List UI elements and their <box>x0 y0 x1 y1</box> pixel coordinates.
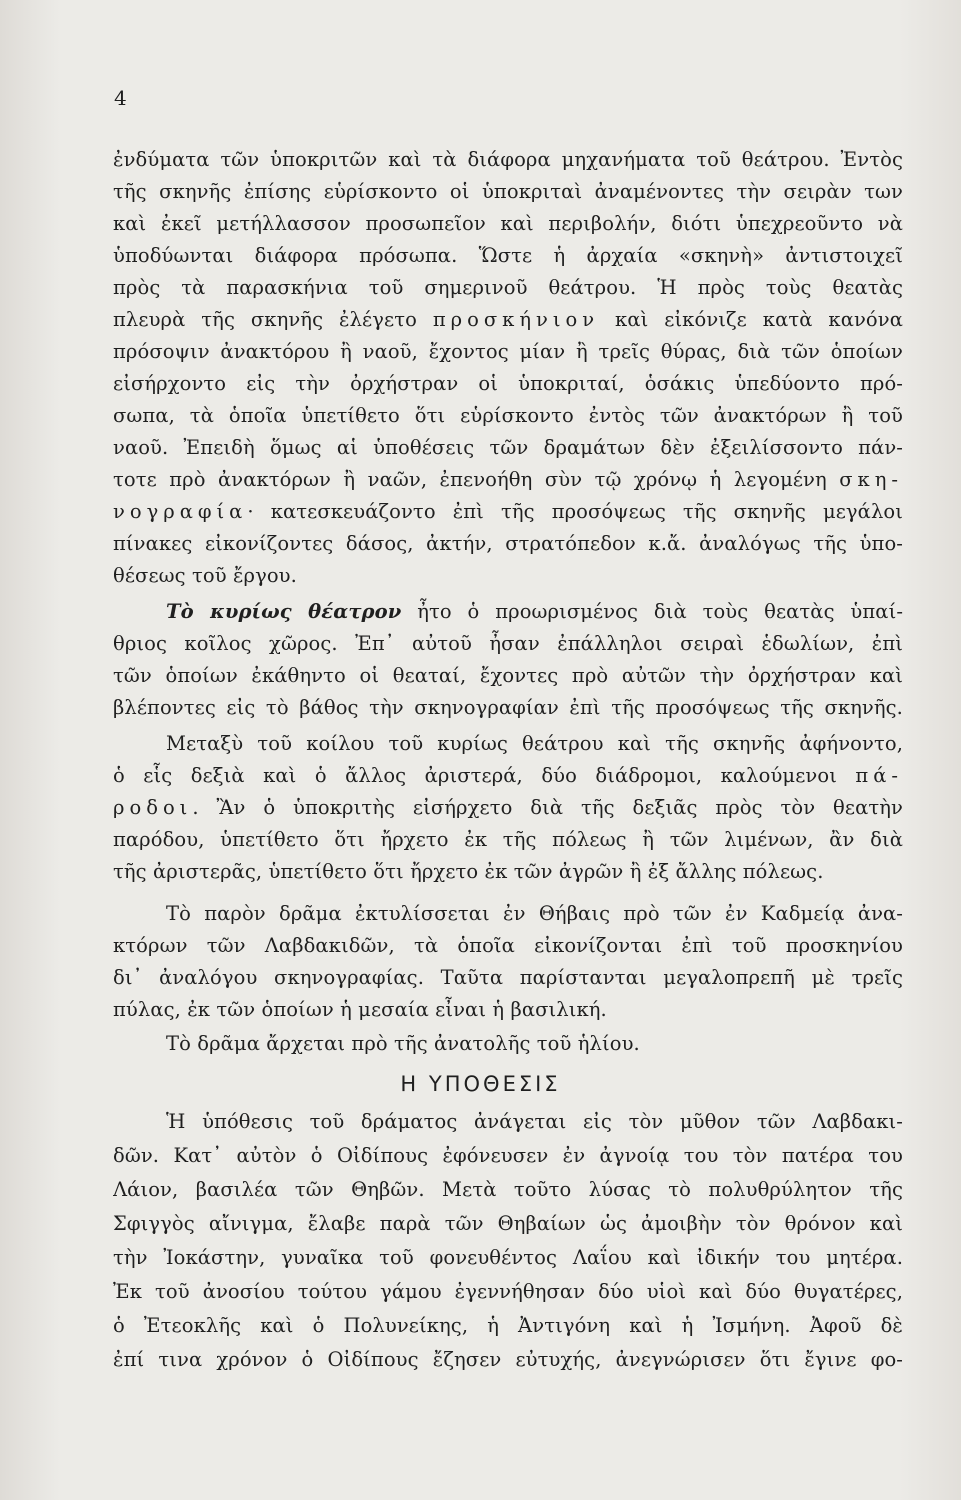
line-text: πρόσοψιν ἀνακτόρου ἢ ναοῦ, ἔχοντος μίαν ἢ τρεῖς θύρας, διὰ τῶν ὁποίων <box>113 340 903 363</box>
text-line <box>166 1106 903 1138</box>
line-text: πίνακες εἰκονίζοντες δάσος, ἀκτήν, στρατόπεδον κ.ἄ. ἀναλόγως τῆς ὑπο- <box>113 532 903 555</box>
line-text: ἐπί τινα χρόνον ὁ Οἰδίπους ἔζησεν εὐτυχής, ἀνεγνώρισεν ὅτι ἔγινε φο- <box>113 1348 903 1371</box>
spaced-term: ροδοι <box>113 796 193 819</box>
text-line <box>113 1276 903 1308</box>
line-text: δι᾽ ἀναλόγου σκηνογραφίας. Ταῦτα παρίστανται μεγαλοπρεπῆ μὲ τρεῖς <box>113 966 903 989</box>
text-line <box>113 528 903 560</box>
text-line <box>113 660 903 692</box>
text-line <box>113 464 903 496</box>
text-line <box>113 1208 903 1240</box>
line-text: εἰσήρχοντο εἰς τὴν ὀρχήστραν οἱ ὑποκριταί, ὁσάκις ὑπεδύοντο πρό- <box>113 372 903 395</box>
page-number: 4 <box>114 86 127 110</box>
line-text: . Ἂν ὁ ὑποκριτὴς εἰσήρχετο διὰ τῆς δεξιᾶς πρὸς τὸν θεατὴν <box>192 796 903 819</box>
line-text: Μεταξὺ τοῦ κοίλου τοῦ κυρίως θεάτρου καὶ τῆς σκηνῆς ἀφήνοντο, <box>166 732 903 755</box>
line-text: βλέποντες εἰς τὸ βάθος τὴν σκηνογραφίαν ἐπὶ τῆς προσόψεως τῆς σκηνῆς. <box>113 696 903 719</box>
line-text: τοτε πρὸ ἀνακτόρων ἢ ναῶν, ἐπενοήθη σὺν τῷ χρόνῳ ἡ λεγομένη <box>113 468 840 491</box>
spaced-term: σκη- <box>839 468 903 491</box>
line-text: τῆς ἀριστερᾶς, ὑπετίθετο ὅτι ἤρχετο ἐκ τῶν ἀγρῶν ἢ ἐξ ἄλλης πόλεως. <box>113 860 824 883</box>
line-text: θριος κοῖλος χῶρος. Ἐπ᾽ αὐτοῦ ἦσαν ἐπάλληλοι σειραὶ ἑδωλίων, ἐπὶ <box>113 632 903 655</box>
line-text: Ἐκ τοῦ ἀνοσίου τούτου γάμου ἐγεννήθησαν δύο υἱοὶ καὶ δύο θυγατέρες, <box>113 1280 903 1303</box>
spaced-term: πά- <box>855 764 903 787</box>
text-line <box>113 304 903 336</box>
line-text: ἐνδύματα τῶν ὑποκριτῶν καὶ τὰ διάφορα μηχανήματα τοῦ θεάτρου. Ἐντὸς <box>113 148 903 171</box>
text-line <box>113 400 903 432</box>
line-text: σωπα, τὰ ὁποῖα ὑπετίθετο ὅτι εὑρίσκοντο ἐντὸς τῶν ἀνακτόρων ἢ τοῦ <box>113 404 903 427</box>
text-line <box>113 628 903 660</box>
text-line <box>113 1174 903 1206</box>
text-line <box>113 1140 903 1172</box>
line-text: ὁ εἷς δεξιὰ καὶ ὁ ἄλλος ἀριστερά, δύο διάδρομοι, καλούμενοι <box>113 764 856 787</box>
line-text: ἦτο ὁ προωρισμένος διὰ τοὺς θεατὰς ὑπαί- <box>401 600 903 623</box>
line-text: ὑποδύωνται διάφορα πρόσωπα. Ὥστε ἡ ἀρχαία «σκηνὴ» ἀντιστοιχεῖ <box>113 244 903 267</box>
text-line <box>113 496 903 528</box>
line-text: Τὸ δρᾶμα ἄρχεται πρὸ τῆς ἀνατολῆς τοῦ ἡλίου. <box>166 1032 640 1055</box>
text-line <box>113 1344 903 1376</box>
text-line <box>113 1242 903 1274</box>
line-text: τῶν ὁποίων ἐκάθηντο οἱ θεαταί, ἔχοντες πρὸ αὐτῶν τὴν ὀρχήστραν καὶ <box>113 664 903 687</box>
text-line <box>113 560 903 592</box>
text-line <box>113 1310 903 1342</box>
text-line <box>113 792 903 824</box>
line-text: Τὸ παρὸν δρᾶμα ἐκτυλίσσεται ἐν Θήβαις πρὸ τῶν ἐν Καδμείᾳ ἀνα- <box>166 902 903 925</box>
line-text: ναοῦ. Ἐπειδὴ ὅμως αἱ ὑποθέσεις τῶν δραμάτων δὲν ἐξειλίσσοντο πάν- <box>113 436 903 459</box>
text-line <box>166 1028 903 1060</box>
spaced-term: νογραφία <box>113 500 248 523</box>
line-text: θέσεως τοῦ ἔργου. <box>113 564 297 587</box>
text-line <box>113 760 903 792</box>
line-text: πρὸς τὰ παρασκήνια τοῦ σημερινοῦ θεάτρου. Ἡ πρὸς τοὺς θεατὰς <box>113 276 903 299</box>
text-line <box>113 824 903 856</box>
line-text: δῶν. Κατ᾽ αὐτὸν ὁ Οἰδίπους ἐφόνευσεν ἐν ἀγνοίᾳ του τὸν πατέρα του <box>113 1144 903 1167</box>
line-text: ὁ Ἐτεοκλῆς καὶ ὁ Πολυνείκης, ἡ Ἀντιγόνη καὶ ἡ Ἰσμήνη. Ἀφοῦ δὲ <box>113 1314 903 1337</box>
text-line <box>166 596 903 628</box>
bold-term: Τὸ κυρίως θέατρον <box>166 600 402 623</box>
text-line <box>113 368 903 400</box>
line-text: τῆς σκηνῆς ἐπίσης εὑρίσκοντο οἱ ὑποκριταὶ ἀναμένοντες τὴν σειρὰν των <box>113 180 903 203</box>
line-text: Λάιον, βασιλέα τῶν Θηβῶν. Μετὰ τοῦτο λύσας τὸ πολυθρύλητον τῆς <box>113 1178 903 1201</box>
text-line <box>113 856 903 888</box>
text-line <box>113 692 903 724</box>
line-text: τὴν Ἰοκάστην, γυναῖκα τοῦ φονευθέντος Λαΐου καὶ ἰδικήν του μητέρα. <box>113 1246 903 1269</box>
text-line <box>113 208 903 240</box>
line-text: πύλας, ἐκ τῶν ὁποίων ἡ μεσαία εἶναι ἡ βασιλική. <box>113 998 607 1021</box>
section-heading: Η ΥΠΟΘΕΣΙΣ <box>400 1072 561 1096</box>
text-line <box>113 176 903 208</box>
line-text: · κατεσκευάζοντο ἐπὶ τῆς προσόψεως τῆς σκηνῆς μεγάλοι <box>247 500 903 523</box>
line-text: παρόδου, ὑπετίθετο ὅτι ἤρχετο ἐκ τῆς πόλεως ἢ τῶν λιμένων, ἂν διὰ <box>113 828 903 851</box>
line-text: Σφιγγὸς αἴνιγμα, ἔλαβε παρὰ τῶν Θηβαίων ὡς ἀμοιβὴν τὸν θρόνον καὶ <box>113 1212 903 1235</box>
line-text: κτόρων τῶν Λαβδακιδῶν, τὰ ὁποῖα εἰκονίζονται ἐπὶ τοῦ προσκηνίου <box>113 934 903 957</box>
text-line <box>166 898 903 930</box>
text-line <box>113 336 903 368</box>
line-text: πλευρὰ τῆς σκηνῆς ἐλέγετο <box>113 308 433 331</box>
text-line <box>113 432 903 464</box>
text-line <box>113 930 903 962</box>
text-line <box>113 272 903 304</box>
text-line <box>113 240 903 272</box>
spaced-term: προσκήνιον <box>432 308 600 331</box>
text-line <box>113 962 903 994</box>
text-line <box>113 144 903 176</box>
line-text: καὶ ἐκεῖ μετήλλασσον προσωπεῖον καὶ περιβολήν, διότι ὑπεχρεοῦντο νὰ <box>113 212 903 235</box>
line-text: καὶ εἰκόνιζε κατὰ κανόνα <box>599 308 903 331</box>
text-line <box>166 728 903 760</box>
text-line <box>113 994 903 1026</box>
line-text: Ἡ ὑπόθεσις τοῦ δράματος ἀνάγεται εἰς τὸν μῦθον τῶν Λαβδακι- <box>166 1110 903 1133</box>
